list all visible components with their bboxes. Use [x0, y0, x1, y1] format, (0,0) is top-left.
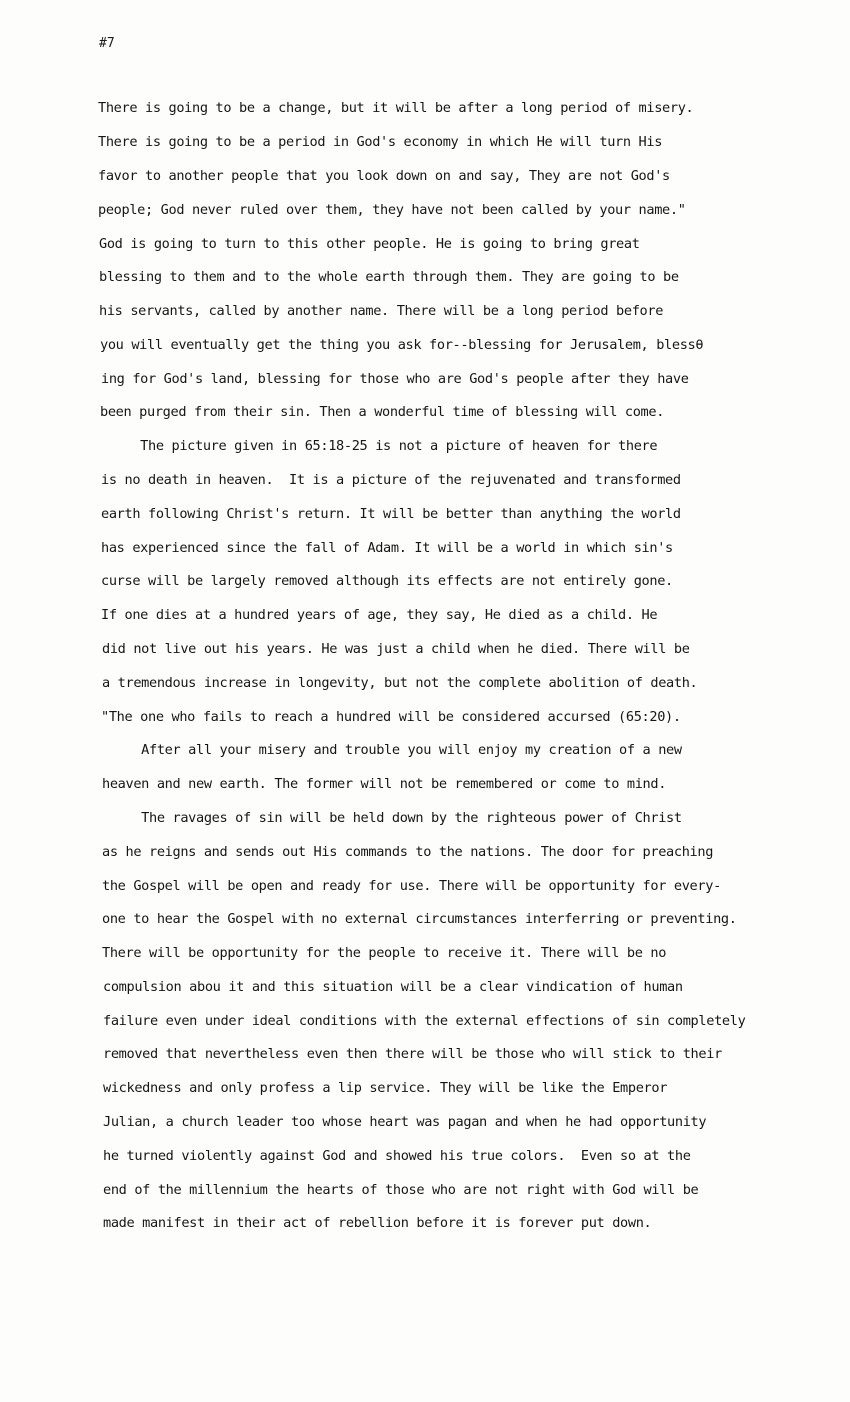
text-line: wickedness and only profess a lip service. They will be like the Emperor	[103, 1080, 668, 1096]
text-line: compulsion abou it and this situation will be a clear vindication of human	[103, 979, 683, 995]
text-line: favor to another people that you look down on and say, They are not God's	[98, 168, 670, 184]
text-line: the Gospel will be open and ready for use. There will be opportunity for every-	[102, 878, 721, 894]
text-line: made manifest in their act of rebellion before it is forever put down.	[103, 1215, 652, 1231]
text-line: a tremendous increase in longevity, but not the complete abolition of death.	[102, 675, 698, 691]
text-line: earth following Christ's return. It will be better than anything the world	[101, 506, 681, 522]
text-line: If one dies at a hundred years of age, they say, He died as a child. He	[101, 607, 658, 623]
text-line: his servants, called by another name. There will be a long period before	[99, 303, 664, 319]
text-line: God is going to turn to this other people. He is going to bring great	[99, 236, 640, 252]
text-line: failure even under ideal conditions with the external effections of sin completely	[103, 1013, 746, 1029]
text-line: blessing to them and to the whole earth through them. They are going to be	[99, 269, 679, 285]
text-line: There is going to be a period in God's economy in which He will turn His	[98, 134, 663, 150]
text-line: has experienced since the fall of Adam. It will be a world in which sin's	[101, 540, 673, 556]
text-line: "The one who fails to reach a hundred will be considered accursed (65:20).	[101, 709, 681, 725]
page-number: #7	[99, 36, 115, 51]
text-line: end of the millennium the hearts of those who are not right with God will be	[103, 1182, 699, 1198]
text-line: heaven and new earth. The former will not be remembered or come to mind.	[102, 776, 667, 792]
text-line: did not live out his years. He was just a child when he died. There will be	[102, 641, 690, 657]
text-line: After all your misery and trouble you will enjoy my creation of a new	[102, 742, 682, 758]
text-line: you will eventually get the thing you ask for--blessing for Jerusalem, blessθ	[100, 337, 704, 353]
text-line: The picture given in 65:18-25 is not a picture of heaven for there	[101, 438, 658, 454]
text-line: been purged from their sin. Then a wonderful time of blessing will come.	[100, 404, 665, 420]
text-line: as he reigns and sends out His commands to the nations. The door for preaching	[102, 844, 714, 860]
text-line: removed that nevertheless even then there will be those who will stick to their	[103, 1046, 722, 1062]
text-line: is no death in heaven. It is a picture of the rejuvenated and transformed	[101, 472, 681, 488]
text-line: one to hear the Gospel with no external circumstances interferring or preventing.	[102, 911, 737, 927]
text-line: There will be opportunity for the people to receive it. There will be no	[102, 945, 667, 961]
text-line: Julian, a church leader too whose heart was pagan and when he had opportunity	[103, 1114, 707, 1130]
text-line: ing for God's land, blessing for those who are God's people after they have	[101, 371, 689, 387]
text-line: The ravages of sin will be held down by the righteous power of Christ	[102, 810, 682, 826]
text-line: people; God never ruled over them, they have not been called by your name."	[98, 202, 686, 218]
text-line: There is going to be a change, but it will be after a long period of misery.	[98, 100, 694, 116]
text-line: he turned violently against God and showed his true colors. Even so at the	[103, 1148, 691, 1164]
text-line: curse will be largely removed although its effects are not entirely gone.	[101, 573, 673, 589]
